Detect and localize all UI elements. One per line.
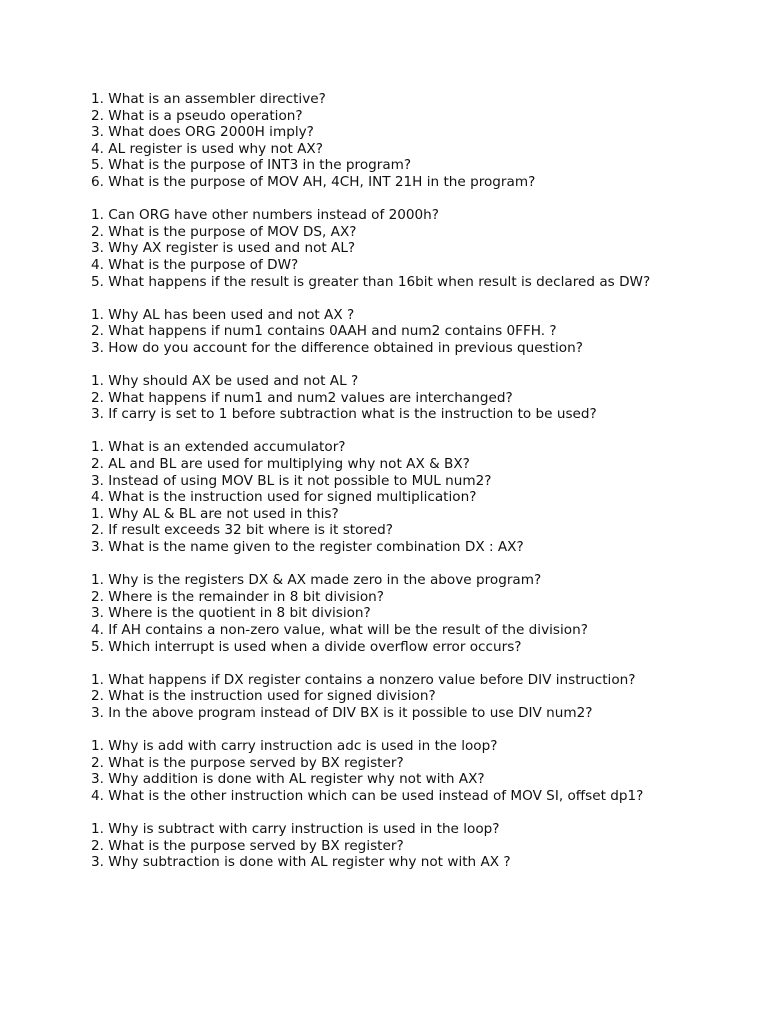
question-group-6: [91, 572, 691, 655]
question-line: 2. What happens if num1 contains 0AAH and num2 contains 0FFH. ?: [91, 323, 557, 340]
question-line: 2. What is a pseudo operation?: [91, 107, 303, 124]
question-line: 2. What is the instruction used for signed division?: [91, 688, 436, 705]
question-group-5: [91, 439, 691, 555]
question-line: 3. If carry is set to 1 before subtraction what is the instruction to be used?: [91, 406, 597, 423]
question-line: 3. What is the name given to the register combination DX : AX?: [91, 539, 524, 556]
question-group-2: [91, 207, 691, 290]
question-line: 4. If AH contains a non-zero value, what will be the result of the division?: [91, 622, 588, 638]
question-line: 4. AL register is used why not AX?: [91, 140, 323, 157]
question-line: 2. AL and BL are used for multiplying why not AX & BX?: [91, 456, 470, 473]
question-group-8: [91, 738, 691, 804]
question-group-1: [91, 91, 691, 191]
question-line: 3. Why addition is done with AL register why not with AX?: [91, 771, 485, 788]
question-line: 5. Which interrupt is used when a divide overflow error occurs?: [91, 638, 522, 655]
question-line: 3. Why AX register is used and not AL?: [91, 240, 356, 257]
question-group-9: [91, 821, 691, 871]
question-line: 1. Can ORG have other numbers instead of 2000h?: [91, 207, 440, 224]
question-line: 2. If result exceeds 32 bit where is it stored?: [91, 522, 393, 539]
question-line: 2. What is the purpose of MOV DS, AX?: [91, 223, 357, 240]
question-line: 1. Why is the registers DX & AX made zero in the above program?: [91, 572, 542, 589]
question-line: 3. How do you account for the difference obtained in previous question?: [91, 339, 583, 356]
question-line: 3. What does ORG 2000H imply?: [91, 124, 314, 141]
question-line: 1. Why AL & BL are not used in this?: [91, 505, 339, 522]
question-line: 1. What happens if DX register contains a nonzero value before DIV instruction?: [91, 671, 636, 688]
question-group-7: [91, 672, 691, 722]
question-line: 4. What is the other instruction which can be used instead of MOV SI, offset dp1?: [91, 787, 644, 804]
question-line: 1. Why is add with carry instruction adc is used in the loop?: [91, 738, 498, 755]
question-line: 1. Why is subtract with carry instruction is used in the loop?: [91, 821, 500, 838]
question-group-4: [91, 373, 691, 423]
question-line: 2. What is the purpose served by BX register?: [91, 754, 404, 771]
question-line: 1. What is an extended accumulator?: [91, 439, 346, 456]
question-line: 5. What happens if the result is greater than 16bit when result is declared as DW?: [91, 273, 651, 290]
question-group-3: [91, 307, 691, 357]
question-line: 3. In the above program instead of DIV BX is it possible to use DIV num2?: [91, 704, 593, 721]
question-line: 5. What is the purpose of INT3 in the program?: [91, 157, 412, 174]
question-line: 2. What happens if num1 and num2 values are interchanged?: [91, 389, 513, 406]
document-page: [91, 91, 691, 888]
question-line: 2. Where is the remainder in 8 bit division?: [91, 588, 384, 605]
question-line: 1. What is an assembler directive?: [91, 91, 326, 107]
question-line: 1. Why should AX be used and not AL ?: [91, 373, 359, 390]
question-line: 4. What is the instruction used for signed multiplication?: [91, 489, 477, 506]
question-line: 4. What is the purpose of DW?: [91, 256, 299, 273]
question-line: 2. What is the purpose served by BX register?: [91, 837, 404, 854]
question-line: 3. Instead of using MOV BL is it not possible to MUL num2?: [91, 472, 492, 489]
question-line: 3. Where is the quotient in 8 bit division?: [91, 605, 371, 622]
question-line: 6. What is the purpose of MOV AH, 4CH, INT 21H in the program?: [91, 173, 536, 190]
question-line: 1. Why AL has been used and not AX ?: [91, 306, 355, 323]
question-line: 3. Why subtraction is done with AL register why not with AX ?: [91, 854, 511, 871]
